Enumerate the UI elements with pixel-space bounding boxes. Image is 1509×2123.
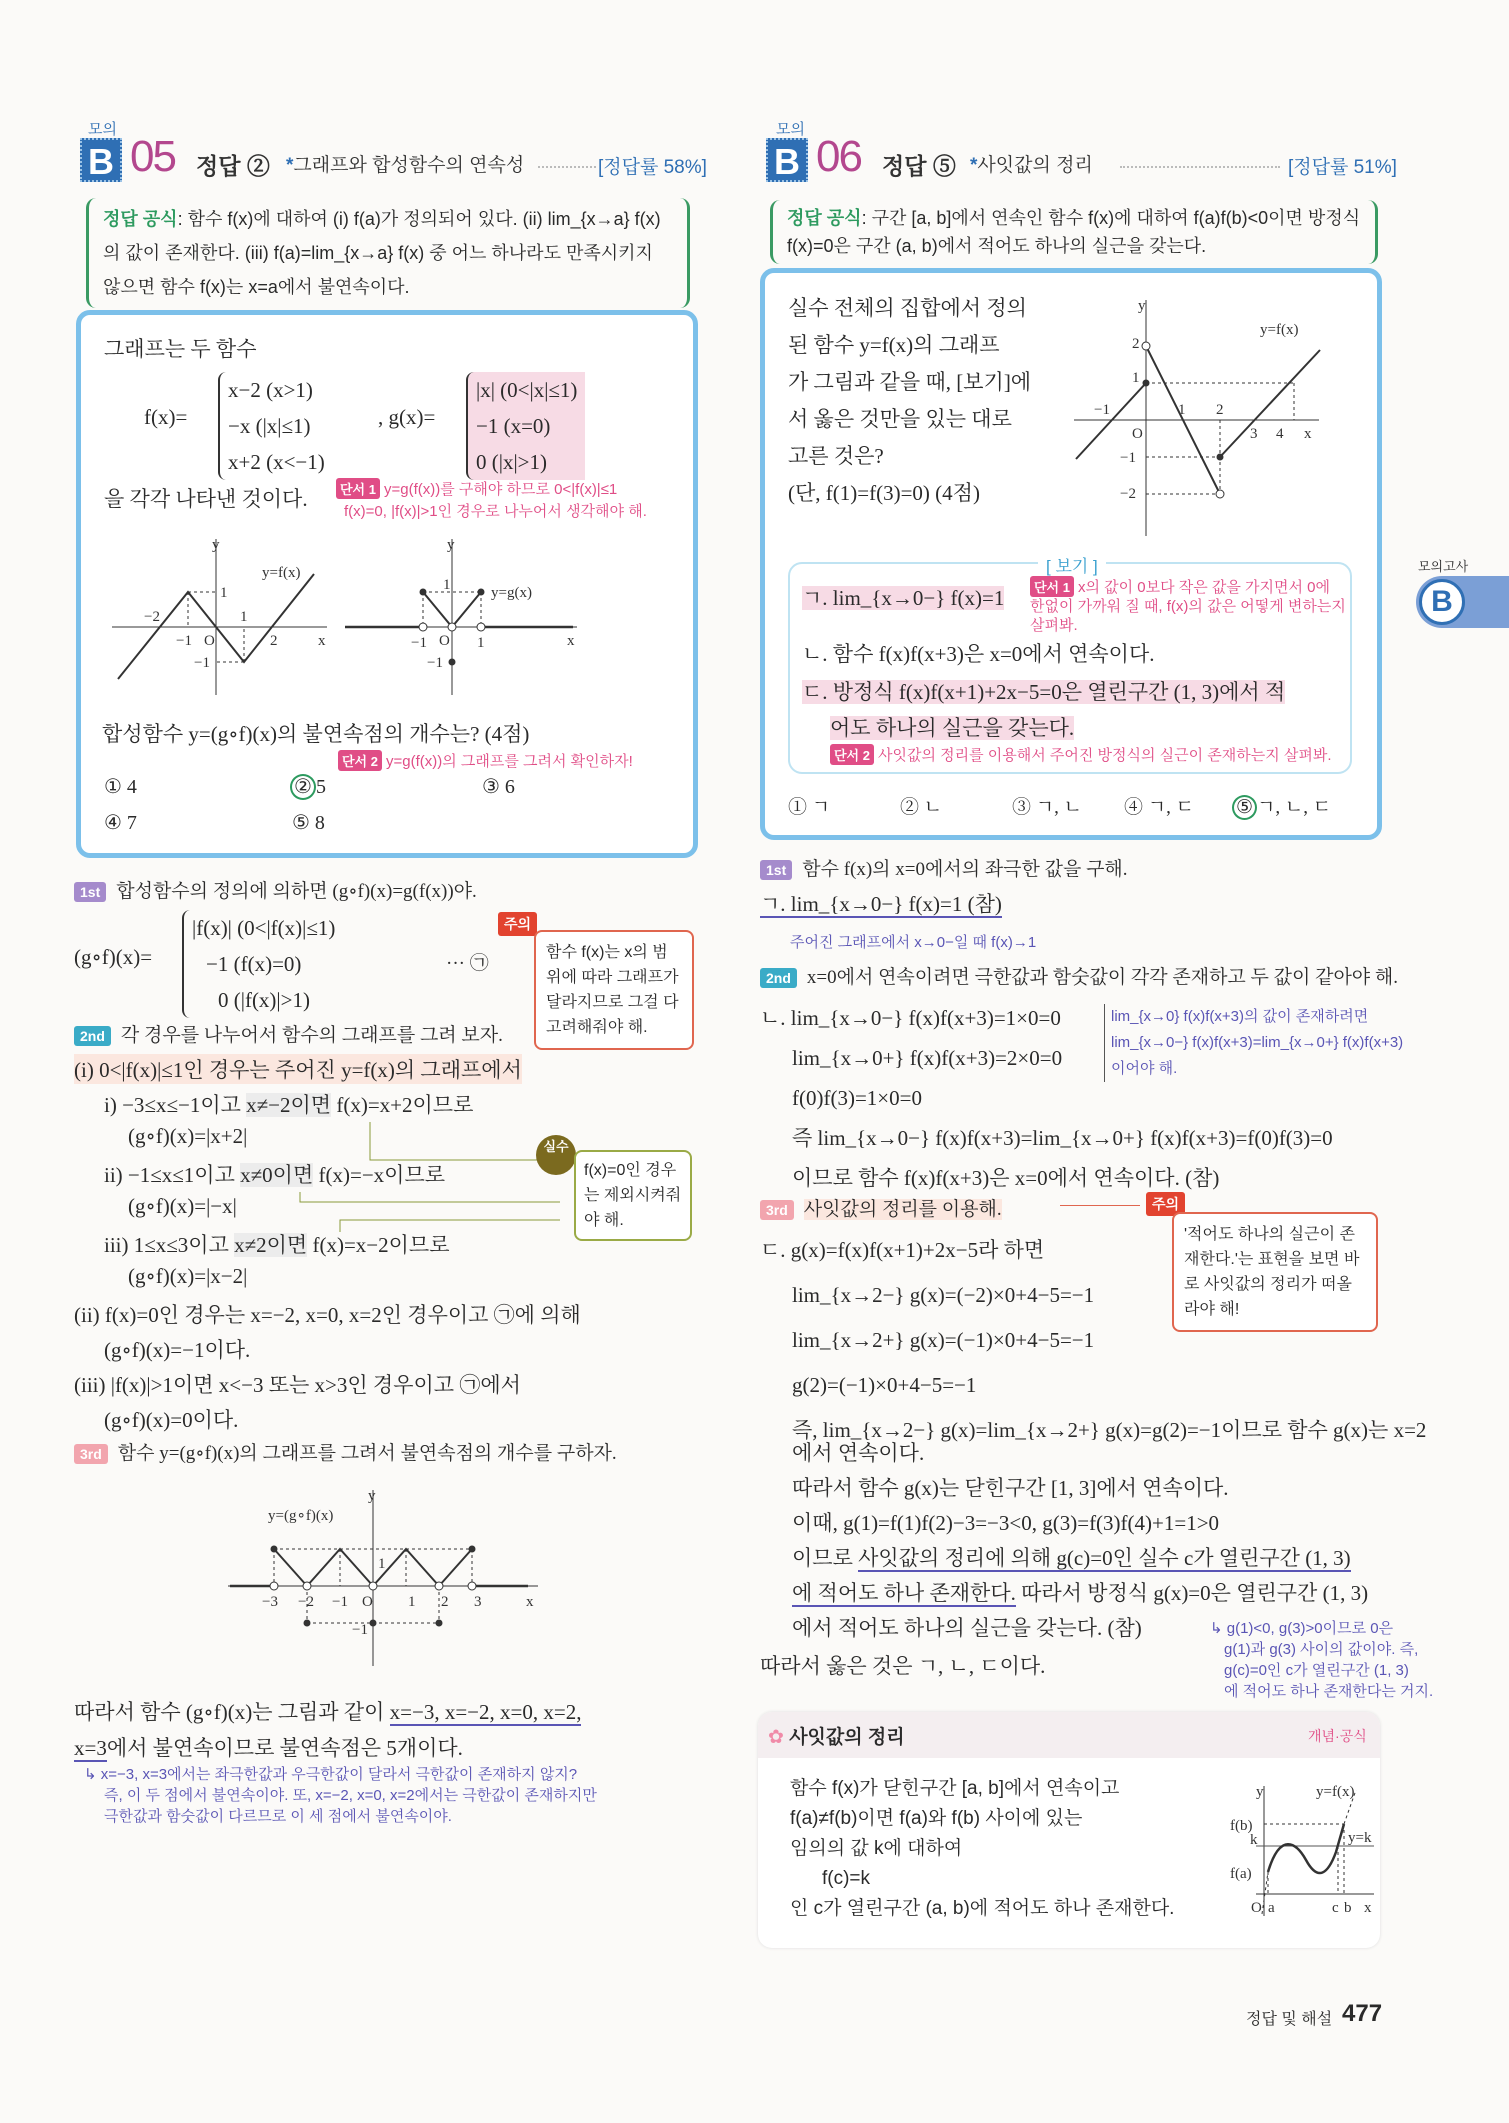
choice-1[interactable]: ① 4: [104, 776, 137, 798]
hint-1: [336, 478, 647, 523]
f-definition: [218, 372, 325, 480]
footer-label: 정답 및 해설: [1246, 2011, 1333, 2028]
tick-label: −1: [352, 1622, 368, 1638]
x-axis-label: x: [567, 633, 575, 649]
text: g(2)=(−1)×0+4−5=−1: [792, 1373, 977, 1397]
choice-4[interactable]: ④ ㄱ, ㄷ: [1124, 797, 1194, 818]
text: 에서 연속이다.: [792, 1441, 925, 1465]
text: lim_{x→2−} g(x)=(−2)×0+4−5=−1: [792, 1283, 1095, 1307]
text: 에 적어도 하나 존재한다.: [792, 1581, 1016, 1605]
text: 극한값과 함숫값이 다르므로 이 세 점에서 불연속이야.: [104, 1808, 452, 1825]
x-axis-label: x: [526, 1594, 534, 1610]
choice-value: 5: [315, 776, 326, 798]
text: 에 적어도 하나 존재한다는 거지.: [1224, 1683, 1434, 1700]
selected-answer-mark: ②: [290, 774, 316, 800]
text: 2nd: [760, 968, 797, 988]
open-point: [468, 1582, 476, 1590]
closed-point: [436, 1620, 443, 1627]
question-text: 합성함수 y=(g∘f)(x)의 불연속점의 개수는? (4점): [102, 722, 530, 746]
concept-graph: [1230, 1782, 1376, 1922]
case-1c-result: (g∘f)(x)=|x−2|: [128, 1264, 248, 1288]
mock-label: 모의: [776, 121, 805, 138]
text: x=−3, x=−2, x=0, x=2,: [389, 1700, 582, 1724]
choice-5[interactable]: ⑤ 8: [292, 812, 325, 834]
open-point: [1142, 342, 1150, 350]
page-number: 477: [1342, 2000, 1383, 2027]
open-point: [303, 1582, 311, 1590]
text: iii) 1≤x≤3이고: [104, 1233, 235, 1257]
text: 임의의 값 k에 대하여: [790, 1838, 963, 1859]
gf-label: (g∘f)(x)=: [74, 945, 153, 969]
text: ㄷ. g(x)=f(x)f(x+1)+2x−5라 하면: [760, 1238, 1045, 1262]
text: ii) −1≤x≤1이고: [104, 1163, 241, 1187]
concept-title: [768, 1722, 905, 1749]
closed-point: [1143, 380, 1150, 387]
text: 단서 2: [830, 744, 874, 765]
step-badge: 3rd: [74, 1444, 108, 1464]
text: 이므로: [792, 1546, 859, 1570]
x-axis-label: x: [318, 633, 326, 649]
flower-icon: ✿: [768, 1727, 784, 1748]
text: 3rd: [760, 1200, 794, 1220]
tick-label: 2: [1132, 336, 1140, 352]
answer-1-note: 주어진 그래프에서 x→0−일 때 f(x)→1: [790, 934, 1037, 951]
closed-point: [449, 659, 456, 666]
case-1a: [104, 1089, 473, 1119]
text: 실수 전체의 집합에서 정의: [788, 296, 1027, 320]
text: x의 값이 0보다 작은 값을 가지면서 0에 한없이 가까워: [1030, 579, 1331, 615]
tick-label: 2: [441, 1594, 449, 1610]
tick-label: −1: [176, 633, 192, 649]
case-3-result: (g∘f)(x)=0이다.: [104, 1408, 239, 1432]
text: 이므로 함수 f(x)f(x+3)은 x=0에서 연속이다. (참): [792, 1166, 1220, 1190]
bogi-hint-1: [1030, 576, 1346, 635]
answer-label: 정답 ⑤: [882, 153, 956, 179]
tick-label: 1: [1132, 370, 1140, 386]
bogi-item-1: [802, 582, 1004, 612]
text: lim_{x→0} f(x)f(x+3)의 값이 존재하려면: [1111, 1008, 1369, 1025]
graph-f-right: [1074, 296, 1324, 541]
gf-definition: [182, 910, 335, 1018]
text: 에서 적어도 하나의 실근을 갖는다. (참): [792, 1616, 1142, 1640]
text: 사잇값의 정리를 이용해.: [803, 1199, 1002, 1220]
answer-label: 정답 ②: [196, 153, 270, 179]
text: lim_{x→0+} f(x)f(x+3)=2×0=0: [792, 1046, 1063, 1070]
text: 가 그림과 같을 때, [보기]에: [788, 370, 1032, 394]
correct-rate: [정답률 51%]: [1288, 157, 1397, 178]
origin-label: O: [204, 633, 215, 649]
f-curve: [1076, 383, 1146, 459]
graph-mark: [300, 1192, 560, 1202]
text: x=−3, x=3에서는 좌극한값과 우극한값이 달라서 극한값이 존재하지 않지?: [100, 1766, 578, 1783]
text: 함수 f(x)의 x=0에서의 좌극한 값을 구해.: [802, 859, 1128, 880]
formula-box: [770, 200, 1378, 264]
hint-text: y=g(f(x))의 그래프를 그려서 확인하자!: [385, 753, 633, 770]
topic: *그래프와 합성함수의 연속성: [286, 155, 525, 176]
text: k: [1250, 1832, 1258, 1848]
tick-label: 2: [270, 633, 278, 649]
open-point: [1216, 490, 1224, 498]
text: b: [1344, 1900, 1352, 1916]
caution-callout: 함수 f(x)는 x의 범위에 따라 그래프가 달라지므로 그걸 다 고려해줘야 해.: [534, 930, 694, 1050]
text: 함수 f(x)가 닫힌구간 [a, b]에서 연속이고: [790, 1778, 1120, 1799]
topic-text: 사잇값의 정리: [977, 155, 1093, 176]
origin-label: O: [439, 633, 450, 649]
text: c: [1332, 1900, 1339, 1916]
hint-tag: 단서 2: [338, 750, 382, 771]
text: y=k: [1348, 1830, 1372, 1846]
choice-5[interactable]: [1232, 792, 1331, 819]
problem-text: [788, 290, 1031, 512]
graph-g: [345, 535, 580, 697]
leader-dots: [1120, 166, 1280, 168]
section-badge: B: [80, 138, 122, 182]
step-1: [760, 854, 1128, 881]
bogi-title: [ 보기 ]: [1038, 552, 1106, 577]
text: f(c)=k: [822, 1868, 871, 1889]
step-badge: 1st: [74, 882, 106, 902]
step-1: [74, 876, 477, 903]
text: f(x)=−x이므로: [313, 1163, 446, 1187]
tick-label: 1: [220, 585, 228, 601]
text: 이어야 해.: [1111, 1060, 1178, 1077]
text: f(b): [1230, 1818, 1253, 1834]
caution-callout: '적어도 하나의 실근이 존재한다.'는 표현을 보면 바로 사잇값의 정리가 떠올라야 해!: [1172, 1212, 1378, 1332]
choice-2[interactable]: ② ㄴ: [900, 797, 943, 818]
hint-2: [338, 750, 633, 771]
f-case: x−2 (x>1): [228, 378, 313, 402]
text: ㄴ. lim_{x→0−} f(x)f(x+3)=1×0=0: [760, 1006, 1061, 1030]
f-case: −x (|x|≤1): [228, 414, 311, 438]
text: x≠2이면: [234, 1233, 308, 1257]
curve-label: y=f(x): [1260, 322, 1299, 338]
text: 이때, g(1)=f(1)f(2)−3=−3<0, g(3)=f(3)f(4)+1=1>0: [792, 1511, 1220, 1535]
tick-label: 4: [1276, 426, 1284, 442]
tick-label: 1: [240, 609, 248, 625]
text: x≠0이면: [240, 1163, 314, 1187]
tick-label: 1: [1178, 402, 1186, 418]
answer-1: [760, 888, 1002, 918]
bogi-item-3: [802, 674, 1285, 746]
text: i) −3≤x≤−1이고: [104, 1093, 247, 1117]
text: x: [1364, 1900, 1372, 1916]
text: (단, f(1)=f(3)=0) (4점): [788, 481, 980, 505]
answer-3: [760, 1228, 1426, 1453]
step-badge: 2nd: [74, 1026, 111, 1046]
conclusion-note: ↳ x=−3, x=3에서는 좌극한값과 우극한값이 달라서 극한값이 존재하지 않지? 즉, 이 두 점에서 불연속이야. 또, x=−2, x=0, x=2에서는 극한값이 존재하지만 극한값과 함숫값이 다르므로 이 세 점에서 불연속이야.: [84, 1766, 597, 1825]
text: x=0에서 연속이려면 극한값과 함숫값이 각각 존재하고 두 값이 같아야 해.: [806, 967, 1399, 988]
equation-mark: ··· ㉠: [446, 953, 489, 974]
caution-tag: 주의: [1146, 1192, 1185, 1216]
g-case: |x| (0<|x|≤1): [476, 378, 578, 402]
y-axis-label: y: [1138, 298, 1146, 314]
tick-label: 1: [408, 1594, 416, 1610]
f-case: x+2 (x<−1): [228, 450, 325, 474]
text: 사잇값의 정리: [789, 1727, 905, 1748]
text: 에서 불연속이므로 불연속점은 5개이다.: [106, 1736, 463, 1760]
text: g(c)=0인 c가 열린구간 (1, 3): [1224, 1662, 1409, 1679]
caution-tag: 주의: [498, 912, 537, 936]
bogi-item-2: ㄴ. 함수 f(x)f(x+3)은 x=0에서 연속이다.: [802, 642, 1155, 666]
text: 즉 lim_{x→0−} f(x)f(x+3)=lim_{x→0+} f(x)f(x+3)=f(0)f(3)=0: [792, 1126, 1333, 1150]
choice-3[interactable]: ③ 6: [482, 776, 515, 798]
open-point: [435, 1582, 443, 1590]
graph-mark: [439, 1549, 472, 1586]
choice-1[interactable]: ① ㄱ: [788, 797, 831, 818]
closed-point: [478, 589, 485, 596]
bogi-hint-2: [830, 744, 1332, 765]
step-text: 합성함수의 정의에 의하면 (g∘f)(x)=g(f(x))야.: [116, 881, 477, 902]
text: ㄷ. 방정식 f(x)f(x+1)+2x−5=0은 열린구간 (1, 3)에서 적: [802, 680, 1286, 704]
formula-text: : 함수 f(x)에 대하여 (i) f(a)가 정의되어 있다. (ii) lim_{x→a} f(x)의 값이 존재한다. (iii) f(a)=lim_{x→a} f(x) 중 어느 하나라도 만족시키지 않으면 함수 f(x)는 x=a에서 불연속이다.: [103, 209, 661, 297]
answer-3-note: ↳ g(1)<0, g(3)>0이므로 0은 g(1)과 g(3) 사이의 값이야. 즉, g(c)=0인 c가 열린구간 (1, 3) 에 적어도 하나 존재한다는 거지.: [1210, 1620, 1434, 1700]
answer-2-note: [1104, 1004, 1403, 1082]
open-point: [419, 623, 427, 631]
f-label: f(x)=: [144, 405, 188, 429]
formula-label: 정답 공식: [787, 208, 862, 228]
step-text: 함수 y=(g∘f)(x)의 그래프를 그려서 불연속점의 개수를 구하자.: [117, 1443, 617, 1464]
question-number: 05: [130, 132, 175, 181]
text: f(x)=x−2이므로: [307, 1233, 450, 1257]
case-1b-result: (g∘f)(x)=|−x|: [128, 1194, 237, 1218]
text: g(1)과 g(3) 사이의 값이야. 즉,: [1224, 1641, 1419, 1658]
hint-tag: 단서 1: [336, 478, 380, 499]
closed-point: [469, 1546, 476, 1553]
y-axis-label: y: [447, 537, 455, 553]
case-2-result: (g∘f)(x)=−1이다.: [104, 1338, 251, 1362]
formula-text: : 구간 [a, b]에서 연속인 함수 f(x)에 대하여 f(a)f(b)<0이면 방정식 f(x)=0은 구간 (a, b)에서 적어도 하나의 실근을 갖는다.: [787, 208, 1361, 256]
case-3: (iii) |f(x)|>1이면 x<−3 또는 x>3인 경우이고 ㉠에서: [74, 1373, 521, 1397]
text: ㄱ, ㄴ, ㄷ: [1257, 797, 1332, 818]
open-point: [477, 623, 485, 631]
concept-curve: [1268, 1824, 1344, 1873]
g-case: 0 (|x|>1): [476, 450, 547, 474]
concept-text: [790, 1774, 1174, 1924]
text: f(x)=x+2이므로: [331, 1093, 474, 1117]
text: f(a)≠f(b)이면 f(a)와 f(b) 사이에 있는: [790, 1808, 1083, 1829]
tick-label: 2: [1216, 402, 1224, 418]
text: 질 때, f(x)의 값은 어떻게 변하는지 살펴봐.: [1030, 598, 1346, 634]
text: 따라서 방정식 g(x)=0은 열린구간 (1, 3): [1015, 1581, 1369, 1605]
curve-label: y=g(x): [491, 585, 532, 601]
topic-text: 그래프와 합성함수의 연속성: [293, 155, 525, 176]
text: 즉, 이 두 점에서 불연속이야. 또, x=−2, x=0, x=2에서는 극한값이 존재하지만: [104, 1787, 597, 1804]
text: x≠−2이면: [246, 1093, 332, 1117]
side-tab[interactable]: [1416, 576, 1509, 628]
mistake-callout: f(x)=0인 경우는 제외시켜줘야 해.: [574, 1150, 692, 1241]
tick-label: −2: [1120, 486, 1136, 502]
graph-mark: [274, 1549, 307, 1586]
tick-label: 1: [477, 635, 485, 651]
step-3: [74, 1438, 617, 1465]
open-point: [448, 623, 456, 631]
tick-label: −1: [194, 655, 210, 671]
text: x=3: [74, 1736, 107, 1760]
step-2: [74, 1020, 503, 1047]
answer-3-cont: [792, 1436, 1368, 1646]
g-definition: [466, 372, 585, 480]
x-axis-label: x: [1304, 426, 1312, 442]
text: 고른 것은?: [788, 444, 884, 468]
y-axis-label: y: [212, 537, 220, 553]
tick-label: −3: [262, 1594, 278, 1610]
text: 인 c가 열린구간 (a, b)에 적어도 하나 존재한다.: [790, 1898, 1175, 1919]
text: 사잇값의 정리에 의해 g(c)=0인 실수 c가 열린구간 (1, 3): [858, 1546, 1351, 1570]
gf-case: −1 (f(x)=0): [206, 952, 302, 976]
graph-f: [112, 535, 332, 697]
graph-mark: [370, 1122, 538, 1160]
text: 따라서 함수 g(x)는 닫힌구간 [1, 3]에서 연속이다.: [792, 1476, 1229, 1500]
text: 1st: [760, 860, 792, 880]
text: 된 함수 y=f(x)의 그래프: [788, 333, 1000, 357]
gf-case: |f(x)| (0<|f(x)|≤1): [192, 916, 336, 940]
origin-label: O: [362, 1594, 373, 1610]
conclusion-line-2: [74, 1732, 463, 1762]
choice-2[interactable]: [290, 774, 326, 799]
tick-label: 3: [474, 1594, 482, 1610]
text: y: [1256, 1784, 1264, 1800]
text: ㄱ. lim_{x→0−} f(x)=1: [802, 586, 1005, 610]
text: 따라서 함수 (g∘f)(x)는 그림과 같이: [74, 1700, 390, 1724]
text: ㄱ. lim_{x→0−} f(x)=1 (참): [760, 892, 1002, 916]
text: y=f(x): [1316, 1784, 1355, 1800]
text: f(0)f(3)=1×0=0: [792, 1086, 922, 1110]
graph-gf: [228, 1484, 548, 1669]
text: g(1)<0, g(3)>0이므로 0은: [1226, 1620, 1394, 1637]
tick-label: −2: [298, 1594, 314, 1610]
tick-label: 1: [378, 1556, 386, 1572]
formula-label: 정답 공식: [103, 209, 178, 229]
closed-point: [420, 589, 427, 596]
tick-label: −1: [1120, 450, 1136, 466]
text: lim_{x→0−} f(x)f(x+3)=lim_{x→0+} f(x)f(x+3): [1111, 1034, 1404, 1051]
g-case: −1 (x=0): [476, 414, 551, 438]
choice-4[interactable]: ④ 7: [104, 812, 137, 834]
correct-rate: [정답률 58%]: [598, 157, 707, 178]
hint-text: y=g(f(x))를 구해야 하므로 0<|f(x)|≤1: [383, 481, 618, 498]
step-2: [760, 962, 1398, 989]
side-tab-label: 모의고사: [1418, 559, 1469, 574]
selected-answer-mark: ⑤: [1232, 795, 1257, 820]
step-3-arrow: [1060, 1205, 1140, 1206]
problem-intro: 그래프는 두 함수: [104, 337, 257, 361]
side-tab-letter: B: [1419, 579, 1465, 625]
choice-3[interactable]: ③ ㄱ, ㄴ: [1012, 797, 1082, 818]
text: 서 옳은 것만을 있는 대로: [788, 407, 1012, 431]
open-point: [369, 1582, 377, 1590]
conclusion-line-1: [74, 1696, 581, 1726]
curve-label: y=(g∘f)(x): [268, 1508, 334, 1524]
tick-label: 1: [443, 577, 451, 593]
leader-dots: [538, 166, 596, 168]
text: a: [1268, 1900, 1275, 1916]
tick-label: −1: [427, 655, 443, 671]
closed-point: [271, 1546, 278, 1553]
closed-point: [304, 1620, 311, 1627]
topic: *사잇값의 정리: [970, 155, 1093, 176]
text: f(a): [1230, 1866, 1252, 1882]
text: 어도 하나의 실근을 갖는다.: [830, 716, 1075, 740]
tick-label: −1: [332, 1594, 348, 1610]
tick-label: −1: [411, 635, 427, 651]
text: 사잇값의 정리를 이용해서 주어진 방정식의 실근이 존재하는지 살펴봐.: [877, 747, 1332, 764]
mistake-arrows: [280, 1120, 570, 1240]
text: 즉, lim_{x→2−} g(x)=lim_{x→2+} g(x)=g(2)=−1이므로 함수 g(x)는 x=2: [792, 1418, 1427, 1442]
concept-tag: 개념·공식: [1308, 1728, 1367, 1744]
mock-label: 모의: [88, 121, 117, 138]
graph-mark: [340, 1220, 560, 1232]
closed-point: [1217, 454, 1224, 461]
formula-box: [86, 198, 690, 308]
mistake-badge: 실수: [536, 1135, 576, 1175]
open-point: [270, 1582, 278, 1590]
case-1: (i) 0<|f(x)|≤1인 경우는 주어진 y=f(x)의 그래프에서: [74, 1054, 522, 1084]
curve-label: y=f(x): [262, 565, 301, 581]
problem-outro: 을 각각 나타낸 것이다.: [104, 487, 308, 511]
hint-text: f(x)=0, |f(x)|>1인 경우로 나누어서 생각해야 해.: [344, 503, 647, 520]
text: lim_{x→2+} g(x)=(−1)×0+4−5=−1: [792, 1328, 1095, 1352]
origin-label: O: [1132, 426, 1143, 442]
question-number: 06: [816, 132, 861, 181]
closed-point: [370, 1620, 377, 1627]
step-3: [760, 1194, 1002, 1221]
final-answer: 따라서 옳은 것은 ㄱ, ㄴ, ㄷ이다.: [760, 1654, 1046, 1678]
g-label: , g(x)=: [378, 405, 436, 429]
case-2: (ii) f(x)=0인 경우는 x=−2, x=0, x=2인 경우이고 ㉠에 의해: [74, 1303, 581, 1327]
gf-case: 0 (|f(x)|>1): [218, 988, 310, 1012]
section-badge: B: [766, 138, 808, 182]
tick-label: −1: [1094, 402, 1110, 418]
y-axis-label: y: [368, 1488, 376, 1504]
case-1a-result: (g∘f)(x)=|x+2|: [128, 1124, 248, 1148]
step-text: 각 경우를 나누어서 함수의 그래프를 그려 보자.: [120, 1025, 503, 1046]
text: O: [1251, 1900, 1262, 1916]
text: 단서 1: [1030, 576, 1074, 597]
tick-label: −2: [144, 609, 160, 625]
tick-label: 3: [1250, 426, 1258, 442]
graph-mark: [1146, 383, 1294, 494]
